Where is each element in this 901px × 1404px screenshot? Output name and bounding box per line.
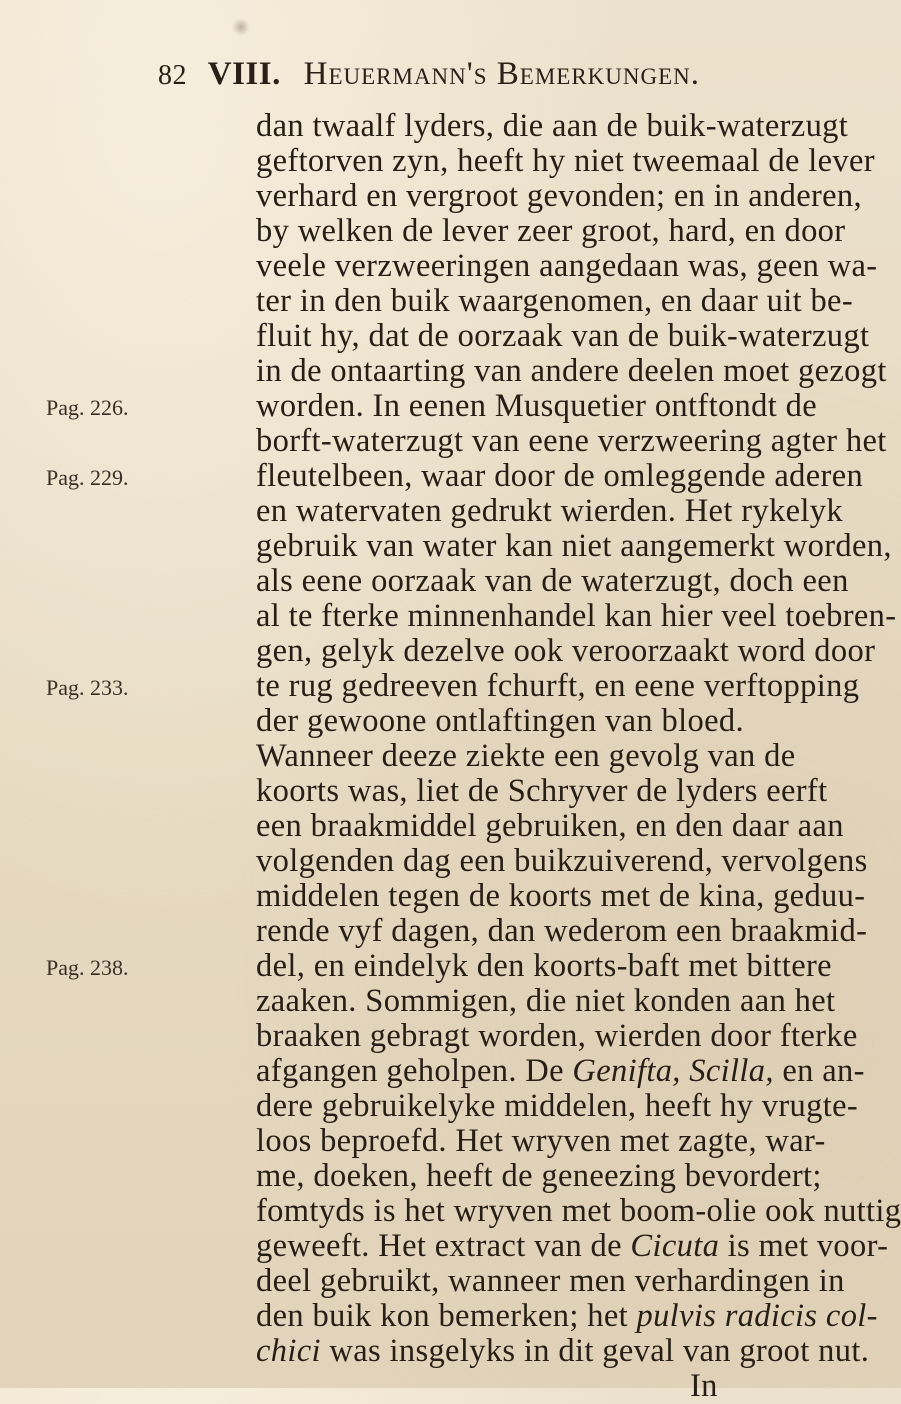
- text-line: gen, gelyk dezelve ook veroorzaakt word door: [256, 633, 876, 669]
- text-line: in de ontaarting van andere deelen moet gezogt: [256, 353, 887, 389]
- text-line: middelen tegen de koorts met de kina, geduu-: [256, 878, 866, 914]
- text-line: gebruik van water kan niet aangemerkt worden,: [256, 528, 892, 564]
- text-line: koorts was, liet de Schryver de lyders eerft: [256, 773, 828, 809]
- text-line: te rug gedreeven fchurft, en eene verftopping: [256, 668, 860, 704]
- margin-note: Pag. 238.: [46, 955, 129, 980]
- text-line: Wanneer deeze ziekte een gevolg van de: [256, 738, 796, 774]
- text-line: veele verzweeringen aangedaan was, geen wa-: [256, 248, 878, 284]
- margin-note: Pag. 229.: [46, 465, 129, 490]
- text-line: een braakmiddel gebruiken, en den daar aan: [256, 808, 844, 844]
- chapter-number: VIII.: [207, 56, 281, 92]
- text-line: del, en eindelyk den koorts-baft met bittere: [256, 948, 832, 984]
- text-line: by welken de lever zeer groot, hard, en door: [256, 213, 846, 249]
- margin-note: Pag. 226.: [46, 395, 129, 420]
- text-line: en watervaten gedrukt wierden. Het rykelyk: [256, 493, 843, 529]
- text-line: worden. In eenen Musquetier ontftondt de: [256, 388, 818, 424]
- margin-note: Pag. 233.: [46, 675, 129, 700]
- text-line: fluit hy, dat de oorzaak van de buik-waterzugt: [256, 318, 870, 354]
- text-line: der gewoone ontlaftingen van bloed.: [256, 703, 744, 739]
- text-line: braaken gebragt worden, wierden door fterke: [256, 1018, 858, 1054]
- text-line: In: [690, 1368, 718, 1404]
- text-line: fomtyds is het wryven met boom-olie ook nuttig: [256, 1193, 901, 1229]
- text-line: volgenden dag een buikzuiverend, vervolgens: [256, 843, 868, 879]
- text-line: ter in den buik waargenomen, en daar uit be-: [256, 283, 854, 319]
- text-line: fleutelbeen, waar door de omleggende aderen: [256, 458, 864, 494]
- page-number: 82: [158, 60, 187, 91]
- text-line: verhard en vergroot gevonden; en in anderen,: [256, 178, 863, 214]
- text-line: al te fterke minnenhandel kan hier veel toebren-: [256, 598, 897, 634]
- text-line: rende vyf dagen, dan wederom een braakmid-: [256, 913, 868, 949]
- text-line: deel gebruikt, wanneer men verhardingen in: [256, 1263, 845, 1299]
- running-head: [158, 56, 758, 106]
- text-line: geftorven zyn, heeft hy niet tweemaal de lever: [256, 143, 875, 179]
- text-line: chici was insgelyks in dit geval van groot nut.: [256, 1333, 870, 1369]
- text-line: me, doeken, heeft de geneezing bevordert;: [256, 1158, 822, 1194]
- text-line: als eene oorzaak van de waterzugt, doch een: [256, 563, 849, 599]
- paper-stain: [232, 18, 250, 36]
- text-line: dan twaalf lyders, die aan de buik-waterzugt: [256, 108, 849, 144]
- text-line: dere gebruikelyke middelen, heeft hy vrugte-: [256, 1088, 859, 1124]
- text-line: loos beproefd. Het wryven met zagte, war-: [256, 1123, 826, 1159]
- text-line: den buik kon bemerken; het pulvis radicis col-: [256, 1298, 878, 1334]
- text-line: zaaken. Sommigen, die niet konden aan het: [256, 983, 836, 1019]
- text-line: geweeft. Het extract van de Cicuta is met voor-: [256, 1228, 889, 1264]
- running-title: Heuermann's Bemerkungen.: [303, 56, 701, 92]
- text-line: borft-waterzugt van eene verzweering agter het: [256, 423, 887, 459]
- text-line: afgangen geholpen. De Genifta, Scilla, en an-: [256, 1053, 865, 1089]
